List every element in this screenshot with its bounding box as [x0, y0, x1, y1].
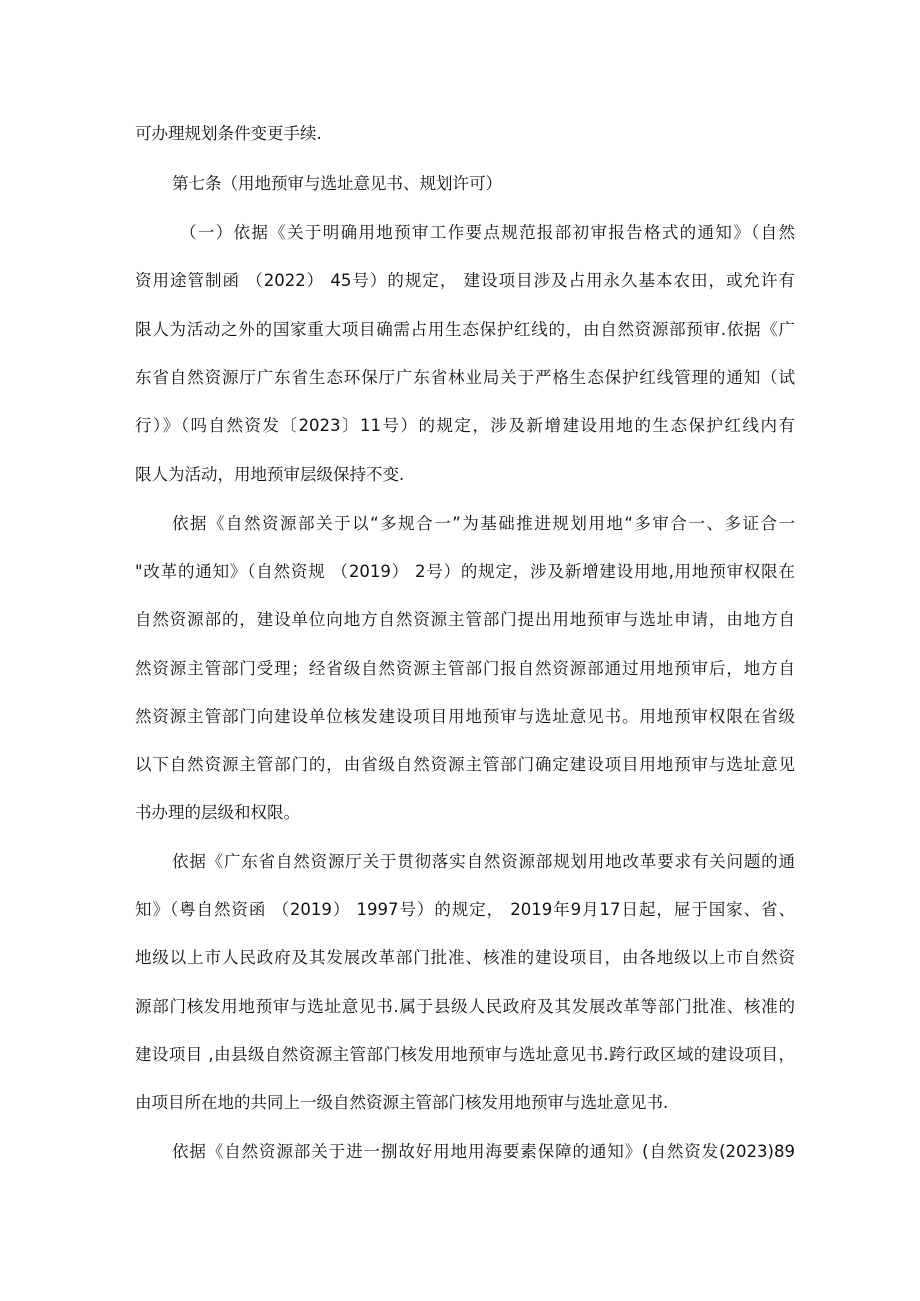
text-line: 限人为活动之外的国家重大项目确需占用生态保护红线的，由自然资源部预审.依据《广: [135, 320, 795, 339]
text-line: （一）依据《关于明确用地预审工作要点规范报部初审报告格式的通知》（自然: [180, 223, 795, 242]
text-line: 自然资源部的，建设单位向地方自然资源主管部门提出用地预审与选址申请，由地方自: [135, 610, 795, 629]
text-line: 知》（粤自然资函 （2019） 1997号）的规定， 2019年9月17日起，屉于国家、省、: [135, 900, 795, 919]
text-line: 依据《广东省自然资源厅关于贯彻落实自然资源部规划用地改革要求有关问题的通: [172, 852, 795, 871]
text-line: 源部门核发用地预审与选址意见书.属于县级人民政府及其发展改革等部门批准、核准的: [135, 997, 795, 1016]
text-line: 行）》（吗自然资发〔2023〕11号）的规定，涉及新增建设用地的生态保护红线内有: [135, 416, 795, 435]
text-line: 由项目所在地的共同上一级自然资源主管部门核发用地预审与选址意见书.: [135, 1093, 669, 1112]
article-heading: 第七条（用地预审与选址意见书、规划许可）: [172, 174, 502, 193]
text-line: 建设项目 ,由县级自然资源主管部门核发用地预审与选址意见书.跨行政区域的建设项目，: [135, 1045, 795, 1064]
text-line: 依据《自然资源部关于进一捌故好用地用海要素保障的通知》(自然资发(2023)89: [172, 1142, 795, 1161]
text-line: 可办理规划条件变更手续.: [135, 124, 322, 143]
text-line: 地级以上市人民政府及其发展改革部门批准、核准的建设项目，由各地级以上市自然资: [135, 948, 795, 967]
text-line: 书办理的层级和权限。: [135, 803, 300, 822]
text-line: 然资源主管部门向建设单位核发建设项目用地预审与选址意见书。用地预审权限在省级: [135, 707, 795, 726]
text-line: 限人为活动，用地预审层级保持不变.: [135, 465, 405, 484]
text-line: 依据《自然资源部关于以“多规合一”为基础推进规划用地“多审合一、多证合一: [172, 514, 795, 533]
text-line: "改革的通知》（自然资规 （2019） 2号）的规定，涉及新增建设用地,用地预审权限在: [135, 562, 795, 581]
text-line: 以下自然资源主管部门的，由省级自然资源主管部门确定建设项目用地预审与选址意见: [135, 755, 795, 774]
text-line: 然资源主管部门受理；经省级自然资源主管部门报自然资源部通过用地预审后，地方自: [135, 659, 795, 678]
text-line: 东省自然资源厅广东省生态环保厅广东省林业局关于严格生态保护红线管理的通知（试: [135, 368, 795, 387]
text-line: 资用途管制函 （2022） 45号）的规定， 建设项目涉及占用永久基本农田，或允许有: [135, 271, 795, 290]
